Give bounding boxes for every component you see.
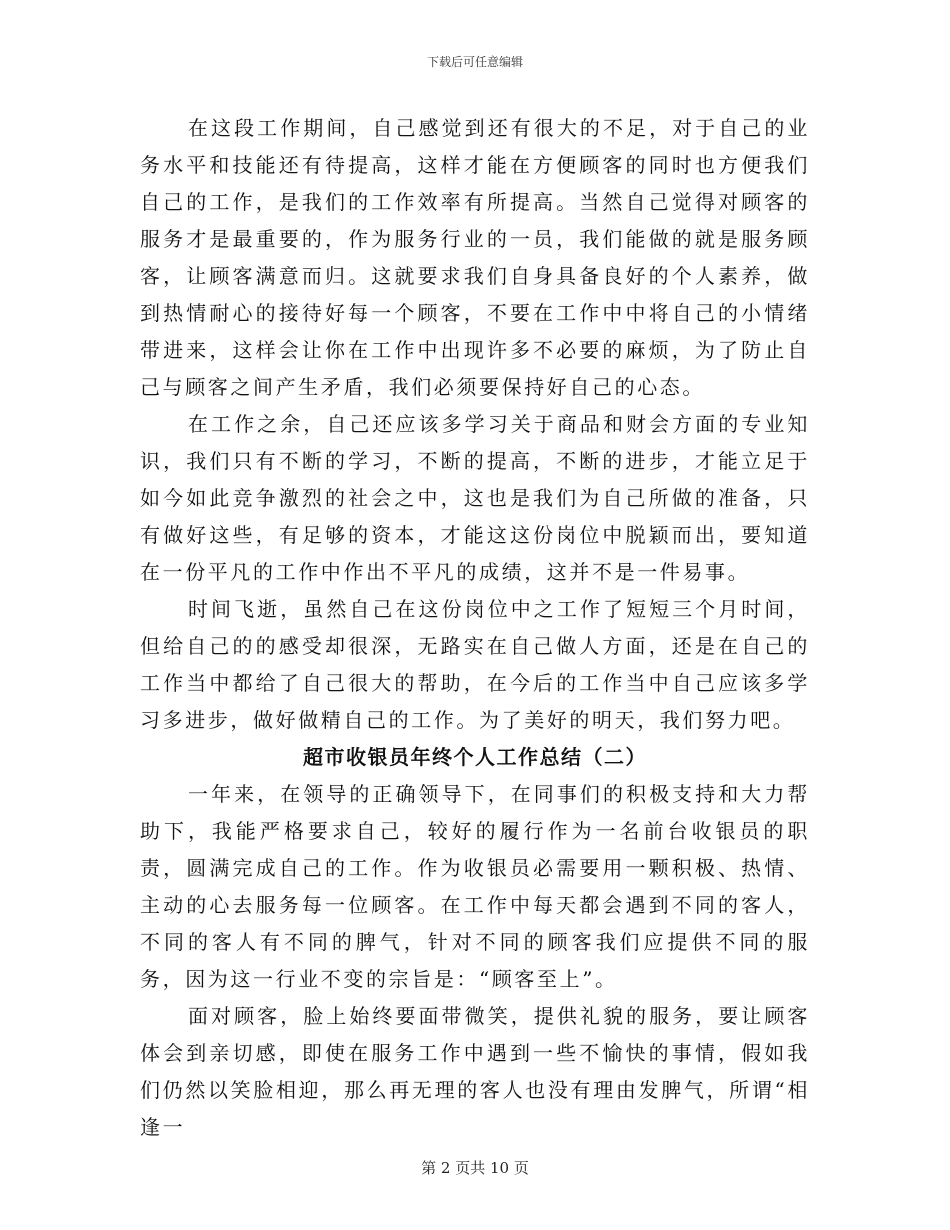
section-heading: 超市收银员年终个人工作总结（二） xyxy=(303,745,647,769)
paragraph-2: 在工作之余，自己还应该多学习关于商品和财会方面的专业知识，我们只有不断的学习，不断的提高，不断的进步，才能立足于如今如此竞争激烈的社会之中，这也是我们为自己所做的准备，只有做好这些，有足够的资本，才能这这份岗位中脱颖而出，要知道在一份平凡的工作中作出不平凡的成绩，这并不是一件易事。 xyxy=(140,412,810,584)
header-note: 下载后可任意编辑 xyxy=(426,55,523,69)
paragraph-1: 在这段工作期间，自己感觉到还有很大的不足，对于自己的业务水平和技能还有待提高，这样才能在方便顾客的同时也方便我们自己的工作，是我们的工作效率有所提高。当然自己觉得对顾客的服务才是最重要的，作为服务行业的一员，我们能做的就是服务顾客，让顾客满意而归。这就要求我们自身具备良好的个人素养，做到热情耐心的接待好每一个顾客，不要在工作中中将自己的小情绪带进来，这样会让你在工作中出现许多不必要的麻烦，为了防止自己与顾客之间产生矛盾，我们必须要保持好自己的心态。 xyxy=(140,116,810,399)
paragraph-4: 一年来，在领导的正确领导下，在同事们的积极支持和大力帮助下，我能严格要求自己，较好的履行作为一名前台收银员的职责，圆满完成自己的工作。作为收银员必需要用一颗积极、热情、主动的心去服务每一位顾客。在工作中每天都会遇到不同的客人，不同的客人有不同的脾气，针对不同的顾客我们应提供不同的服务，因为这一行业不变的宗旨是：“顾客至上”。 xyxy=(140,782,810,991)
paragraph-3: 时间飞逝，虽然自己在这份岗位中之工作了短短三个月时间，但给自己的的感受却很深，无路实在自己做人方面，还是在自己的工作当中都给了自己很大的帮助，在今后的工作当中自己应该多学习多进步，做好做精自己的工作。为了美好的明天，我们努力吧。 xyxy=(140,597,810,732)
document-body xyxy=(140,110,810,1146)
page-footer: 第 2 页共 10 页 xyxy=(421,1159,529,1177)
paragraph-5: 面对顾客，脸上始终要面带微笑，提供礼貌的服务，要让顾客体会到亲切感，即使在服务工作中遇到一些不愉快的事情，假如我们仍然以笑脸相迎，那么再无理的客人也没有理由发脾气，所谓“相逢一 xyxy=(140,1004,810,1139)
